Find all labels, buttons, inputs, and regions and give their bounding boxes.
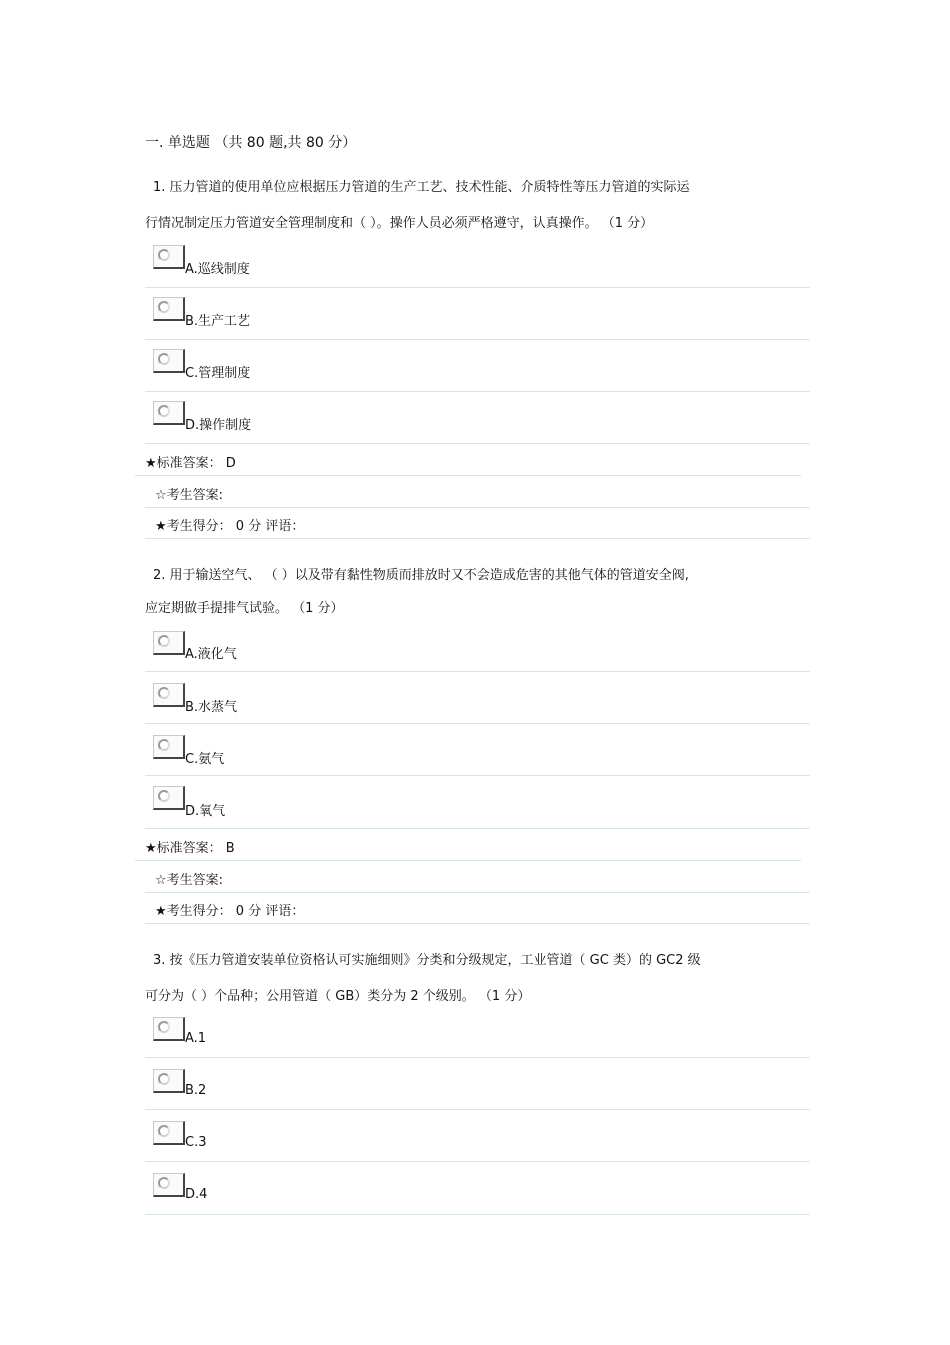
option-label: C.3 (185, 1135, 207, 1150)
option-row[interactable] (145, 287, 810, 340)
radio-button[interactable] (153, 1121, 185, 1145)
radio-icon (158, 249, 170, 261)
radio-icon (158, 1177, 170, 1189)
question-text: 3. 按《压力管道安装单位资格认可实施细则》分类和分级规定，工业管道（ GC 类）的 GC2 级 (153, 953, 701, 968)
radio-button[interactable] (153, 631, 185, 655)
option-row[interactable] (145, 1162, 810, 1215)
radio-button[interactable] (153, 786, 185, 810)
option-label: B.生产工艺 (185, 314, 251, 329)
option-row[interactable] (145, 619, 810, 672)
radio-icon (158, 635, 170, 647)
question-text: 应定期做手提排气试验。 （1 分） (145, 601, 344, 616)
radio-icon (158, 1021, 170, 1033)
radio-icon (158, 405, 170, 417)
option-label: C.氨气 (185, 752, 225, 767)
option-label: B.水蒸气 (185, 700, 238, 715)
standard-answer-row (135, 444, 801, 476)
radio-icon (158, 739, 170, 751)
option-label: C.管理制度 (185, 366, 251, 381)
radio-button[interactable] (153, 245, 185, 269)
student-answer-row (145, 476, 810, 508)
option-row[interactable] (145, 391, 810, 444)
radio-icon (158, 687, 170, 699)
option-row[interactable] (145, 723, 810, 776)
question-text: 可分为（ ）个品种；公用管道（ GB）类分为 2 个级别。 （1 分） (145, 989, 531, 1004)
radio-button[interactable] (153, 683, 185, 707)
student-score-row (145, 507, 810, 539)
question-text: 2. 用于输送空气、 （ ）以及带有黏性物质而排放时又不会造成危害的其他气体的管道安全阀, (153, 568, 689, 583)
option-row[interactable] (145, 1005, 810, 1058)
option-label: A.液化气 (185, 647, 237, 662)
radio-icon (158, 1073, 170, 1085)
student-answer: ☆考生答案: (155, 873, 224, 888)
option-row[interactable] (145, 1109, 810, 1162)
student-answer: ☆考生答案: (155, 488, 224, 503)
option-label: A.巡线制度 (185, 262, 250, 277)
standard-answer: ★标准答案： B (145, 841, 235, 856)
option-label: D.操作制度 (185, 418, 252, 433)
radio-button[interactable] (153, 735, 185, 759)
student-score: ★考生得分： 0 分 评语： (155, 904, 305, 919)
radio-icon (158, 301, 170, 313)
student-answer-row (145, 861, 810, 893)
option-row[interactable] (145, 776, 810, 829)
student-score: ★考生得分： 0 分 评语： (155, 519, 305, 534)
radio-button[interactable] (153, 1069, 185, 1093)
student-score-row (145, 892, 810, 924)
radio-button[interactable] (153, 297, 185, 321)
radio-icon (158, 790, 170, 802)
option-row[interactable] (145, 339, 810, 392)
option-row[interactable] (145, 671, 810, 724)
option-label: B.2 (185, 1083, 207, 1098)
radio-button[interactable] (153, 401, 185, 425)
question-text: 1. 压力管道的使用单位应根据压力管道的生产工艺、技术性能、介质特性等压力管道的实际运 (153, 180, 690, 195)
option-row[interactable] (145, 235, 810, 288)
radio-button[interactable] (153, 1173, 185, 1197)
standard-answer: ★标准答案： D (145, 456, 236, 471)
option-label: A.1 (185, 1031, 207, 1046)
radio-button[interactable] (153, 349, 185, 373)
option-label: D.氧气 (185, 804, 226, 819)
radio-button[interactable] (153, 1017, 185, 1041)
question-text: 行情况制定压力管道安全管理制度和（ ）。操作人员必须严格遵守，认真操作。 （1 分） (145, 216, 654, 231)
section-title: 一. 单选题 （共 80 题,共 80 分） (145, 135, 357, 151)
radio-icon (158, 1125, 170, 1137)
option-label: D.4 (185, 1187, 208, 1202)
radio-icon (158, 353, 170, 365)
option-row[interactable] (145, 1057, 810, 1110)
standard-answer-row (135, 829, 801, 861)
